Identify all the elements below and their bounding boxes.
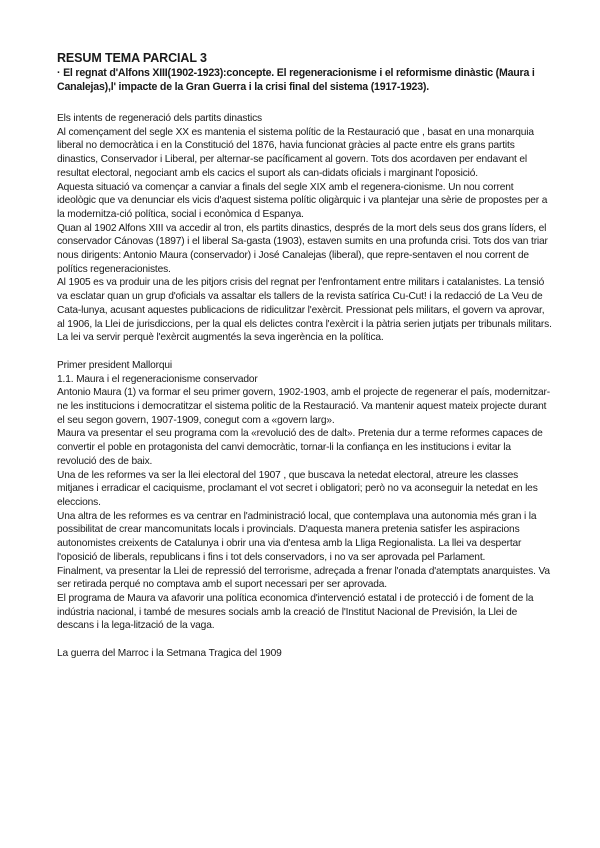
paragraph: Quan al 1902 Alfons XIII va accedir al tron, els partits dinastics, després de la mort dels seus dos grans líders, el conservador Cánovas (1897) i el liberal Sa-gasta (1903), estaven sumits en una profunda crisi. Tots dos van triar nous dirigents: Antonio Maura (conservador) i José Canalejas (liberal), que repre-sentaven el nou corrent de polítics regeneracionistes. — [57, 222, 548, 275]
paragraph: Una de les reformes va ser la llei electoral del 1907 , que buscava la netedat electoral, atreure les classes mitjanes i erradicar el caciquisme, proclamant el vot secret i obligatori; però no va aconseguir la netedat en les eleccions. — [57, 469, 538, 508]
section-marroc — [57, 647, 553, 661]
section-heading: La guerra del Marroc i la Setmana Tragica del 1909 — [57, 648, 282, 660]
section-gap — [57, 345, 553, 359]
document-title: RESUM TEMA PARCIAL 3 — [57, 51, 207, 65]
section-heading: Els intents de regeneració dels partits dinastics — [57, 113, 263, 124]
section-regeneration — [57, 112, 553, 345]
paragraph: El programa de Maura va afavorir una política economica d'intervenció estatal i de protecció i de foment de la indústria nacional, i també de mesures socials amb la creació de l'Institut Nacional de Previsión, la Llei de descans i la lega-lització de la vaga. — [57, 592, 534, 632]
paragraph: Finalment, va presentar la Llei de repressió del terrorisme, adreçada a frenar l'onada d'atemptats anarquistes. Va ser retirada perqué no comptava amb el suport necessari per ser aprovada. — [57, 565, 550, 591]
paragraph: Al començament del segle XX es mantenia el sistema polític de la Restauració que , basat en una monarquia liberal no democràtica i en la Constitució del 1876, havia funcionat gràcies al pacte entre els grans partits dinastics, Conservador i Liberal, per alternar-se pacíficament al govern. Tots dos acordaven per endavant el resultat electoral, negociant amb els cacics el suport als can-didats oficials i marginant l'oposició. — [57, 126, 534, 179]
paragraph: Aquesta situació va començar a canviar a finals del segle XIX amb el regenera-cionisme. Un nou corrent ideològic que va denunciar els vicis d'aquest sistema polític oligàrquic i va plantejar una sèrie de propostes per a la modernitza-ció política, social i econòmica d Espanya. — [57, 181, 548, 220]
section-maura — [57, 359, 553, 633]
paragraph: Antonio Maura (1) va formar el seu primer govern, 1902-1903, amb el projecte de regenerar el país, modernitzar-ne les institucions i democratitzar el sistema politic de la Restauració. Va mantenir aquest mateix projecte durant el seu segon govern, 1907-1909, conegut com a «govern larg». — [57, 387, 550, 426]
document-page — [57, 51, 553, 661]
document-subtitle: · El regnat d'Alfons XIII(1902-1923):concepte. El regeneracionisme i el reformisme dinàstic (Maura i Canalejas),l' impacte de la Gran Guerra i la crisi final del sistema (1917-1923). — [57, 67, 535, 93]
section-gap — [57, 633, 553, 647]
paragraph: Maura va presentar el seu programa com la «revolució des de dalt». Pretenia dur a terme reformes capaces de convertir el poble en protagonista del canvi democràtic, tornar-li la confiança en les institucions i evitar la revolució des de baix. — [57, 428, 543, 467]
subsection-heading: 1.1. Maura i el regeneracionisme conservador — [57, 373, 258, 385]
section-heading: Primer president Mallorqui — [57, 359, 172, 371]
paragraph: Al 1905 es va produir una de les pitjors crisis del regnat per l'enfrontament entre militars i catalanistes. La tensió va esclatar quan un grup d'oficials va assaltar els tallers de la revista satírica Cu-Cut! i la redacció de La Veu de Cata-lunya, acusant aquestes publicacions de ridiculitzar l'exèrcit. Pressionat pels militars, el govern va aprovar, al 1906, la Llei de jurisdiccions, per la qual els delictes contra l'exèrcit i la pàtria serien jutjats per tribunals militars. La lei va servir perquè l'exèrcit augmentés la seva ingerència en la política. — [57, 277, 552, 344]
paragraph: Una altra de les reformes es va centrar en l'administració local, que contemplava una autonomia més gran i la possibilitat de crear mancomunitats locals i provincials. D'aquesta manera pretenia satisfer les aspiracions autonomistes creixents de Catalunya i obrir una via d'entesa amb la Lliga Regionalista. La llei va despertar l'oposició de liberals, republicans i fins i tot dels conservadors, i no va ser aprovada pel Parlament. — [57, 510, 537, 563]
